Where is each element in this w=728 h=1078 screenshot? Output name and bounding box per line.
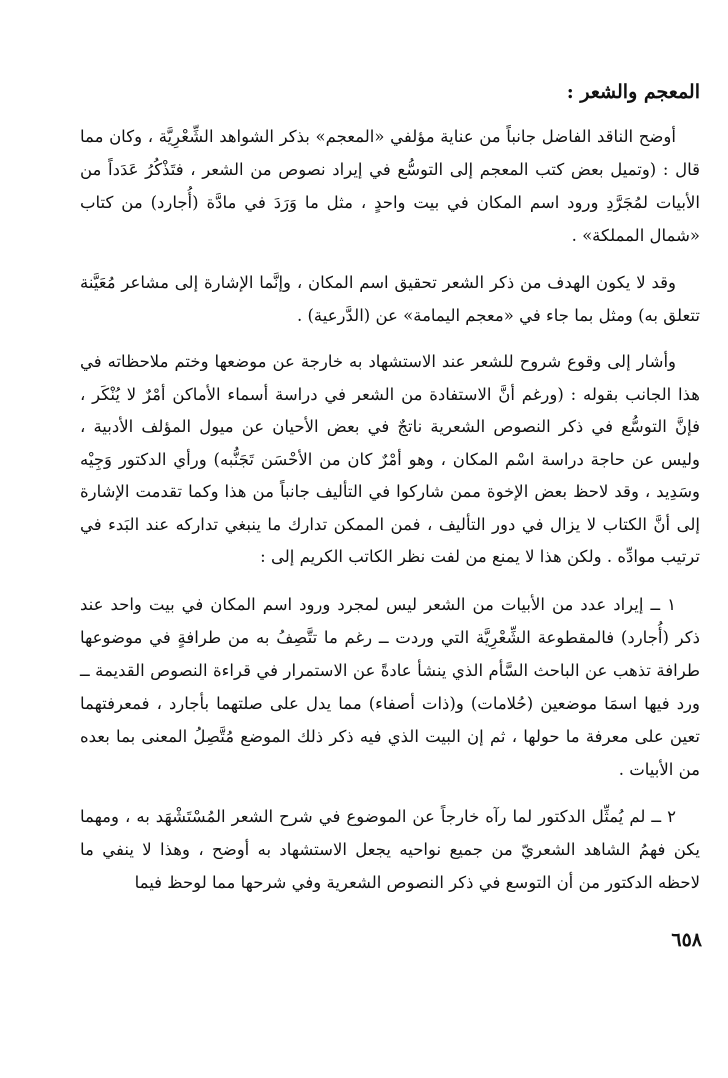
paragraph-1: أوضح الناقد الفاضل جانباً من عناية مؤلفي «المعجم» بذكر الشواهد الشِّعْرِيَّة ، وكان مما قال : (وتميل بعض كتب المعجم إلى التوسُّع في إيراد نصوص من الشعر ، فتَذْكُرُ عَدَداً من الأبيات لمُجَرَّدِ ورود اسم المكان في بيت واحدٍ ، مثل ما وَرَدَ في مادَّة (أُجارد) من كتاب «شمال المملكة» .	[80, 127, 700, 245]
page-number: ٦٥٨	[671, 929, 702, 951]
paragraph-3: وأشار إلى وقوع شروح للشعر عند الاستشهاد به خارجة عن موضعها وختم ملاحظاته في هذا الجانب بقوله : (ورغم أنَّ الاستفادة من الشعر في دراسة أسماء الأماكن أمْرٌ لا يُنْكَر ، فإنَّ التوسُّع في ذكر النصوص الشعرية ناتجٌ في بعض الأحيان عن ميول المؤلف الأدبية ، وليس عن حاجة دراسة اسْم المكان ، وهو أمْرٌ كان من الأحْسَن تَجَنُّبه) ورأي الدكتور وَجِيْه وسَدِيد ، وقد لاحظ بعض الإخوة ممن شاركوا في التأليف جانباً من هذا وكما تقدمت الإشارة إلى أنَّ الكتاب لا يزال في دور التأليف ، فمن الممكن تدارك ما ينبغي تداركه عند البَدء في ترتيب موادِّه . ولكن هذا لا يمنع من لفت نظر الكاتب الكريم إلى :	[80, 352, 700, 566]
section-heading: المعجم والشعر :	[566, 81, 700, 103]
paragraph-5: ٢ ــ لم يُمثِّل الدكتور لما رآه خارجاً عن الموضوع في شرح الشعر المُسْتَشْهَد به ، ومهما يكن فهمُ الشاهد الشعريّ من جميع نواحيه يجعل الاستشهاد به أوضح ، وهذا لا ينفي ما لاحظه الدكتور من أن التوسع في ذكر النصوص الشعرية وفي شرحها مما لوحظ فيما	[80, 806, 700, 892]
paragraph-4: ١ ــ إيراد عدد من الأبيات من الشعر ليس لمجرد ورود اسم المكان في بيت واحد عند ذكر (أُجارد) فالمقطوعة الشِّعْرِيَّة التي وردت ــ رغم ما تتَّصِفُ به من طرافةٍ في موضوعها طرافة تذهب عن الباحث السَّأم الذي ينشأ عادةً عن الاستمرار في قراءة النصوص القديمة ــ ورد فيها اسمَا موضعين (حُلامات) و(ذات أصفاء) مما يدل على صلتهما بأجارد ، فمعرفتهما تعين على معرفة ما حولها ، ثم إن البيت الذي فيه ذكر ذلك الموضع مُتَّصِلُ المعنى بما بعده من الأبيات .	[80, 594, 700, 779]
paragraph-2: وقد لا يكون الهدف من ذكر الشعر تحقيق اسم المكان ، وإنَّما الإشارة إلى مشاعر مُعَيَّنة تتعلق به) ومثل بما جاء في «معجم اليمامة» عن (الدَّرعية) .	[80, 273, 700, 325]
page-body	[80, 78, 700, 913]
